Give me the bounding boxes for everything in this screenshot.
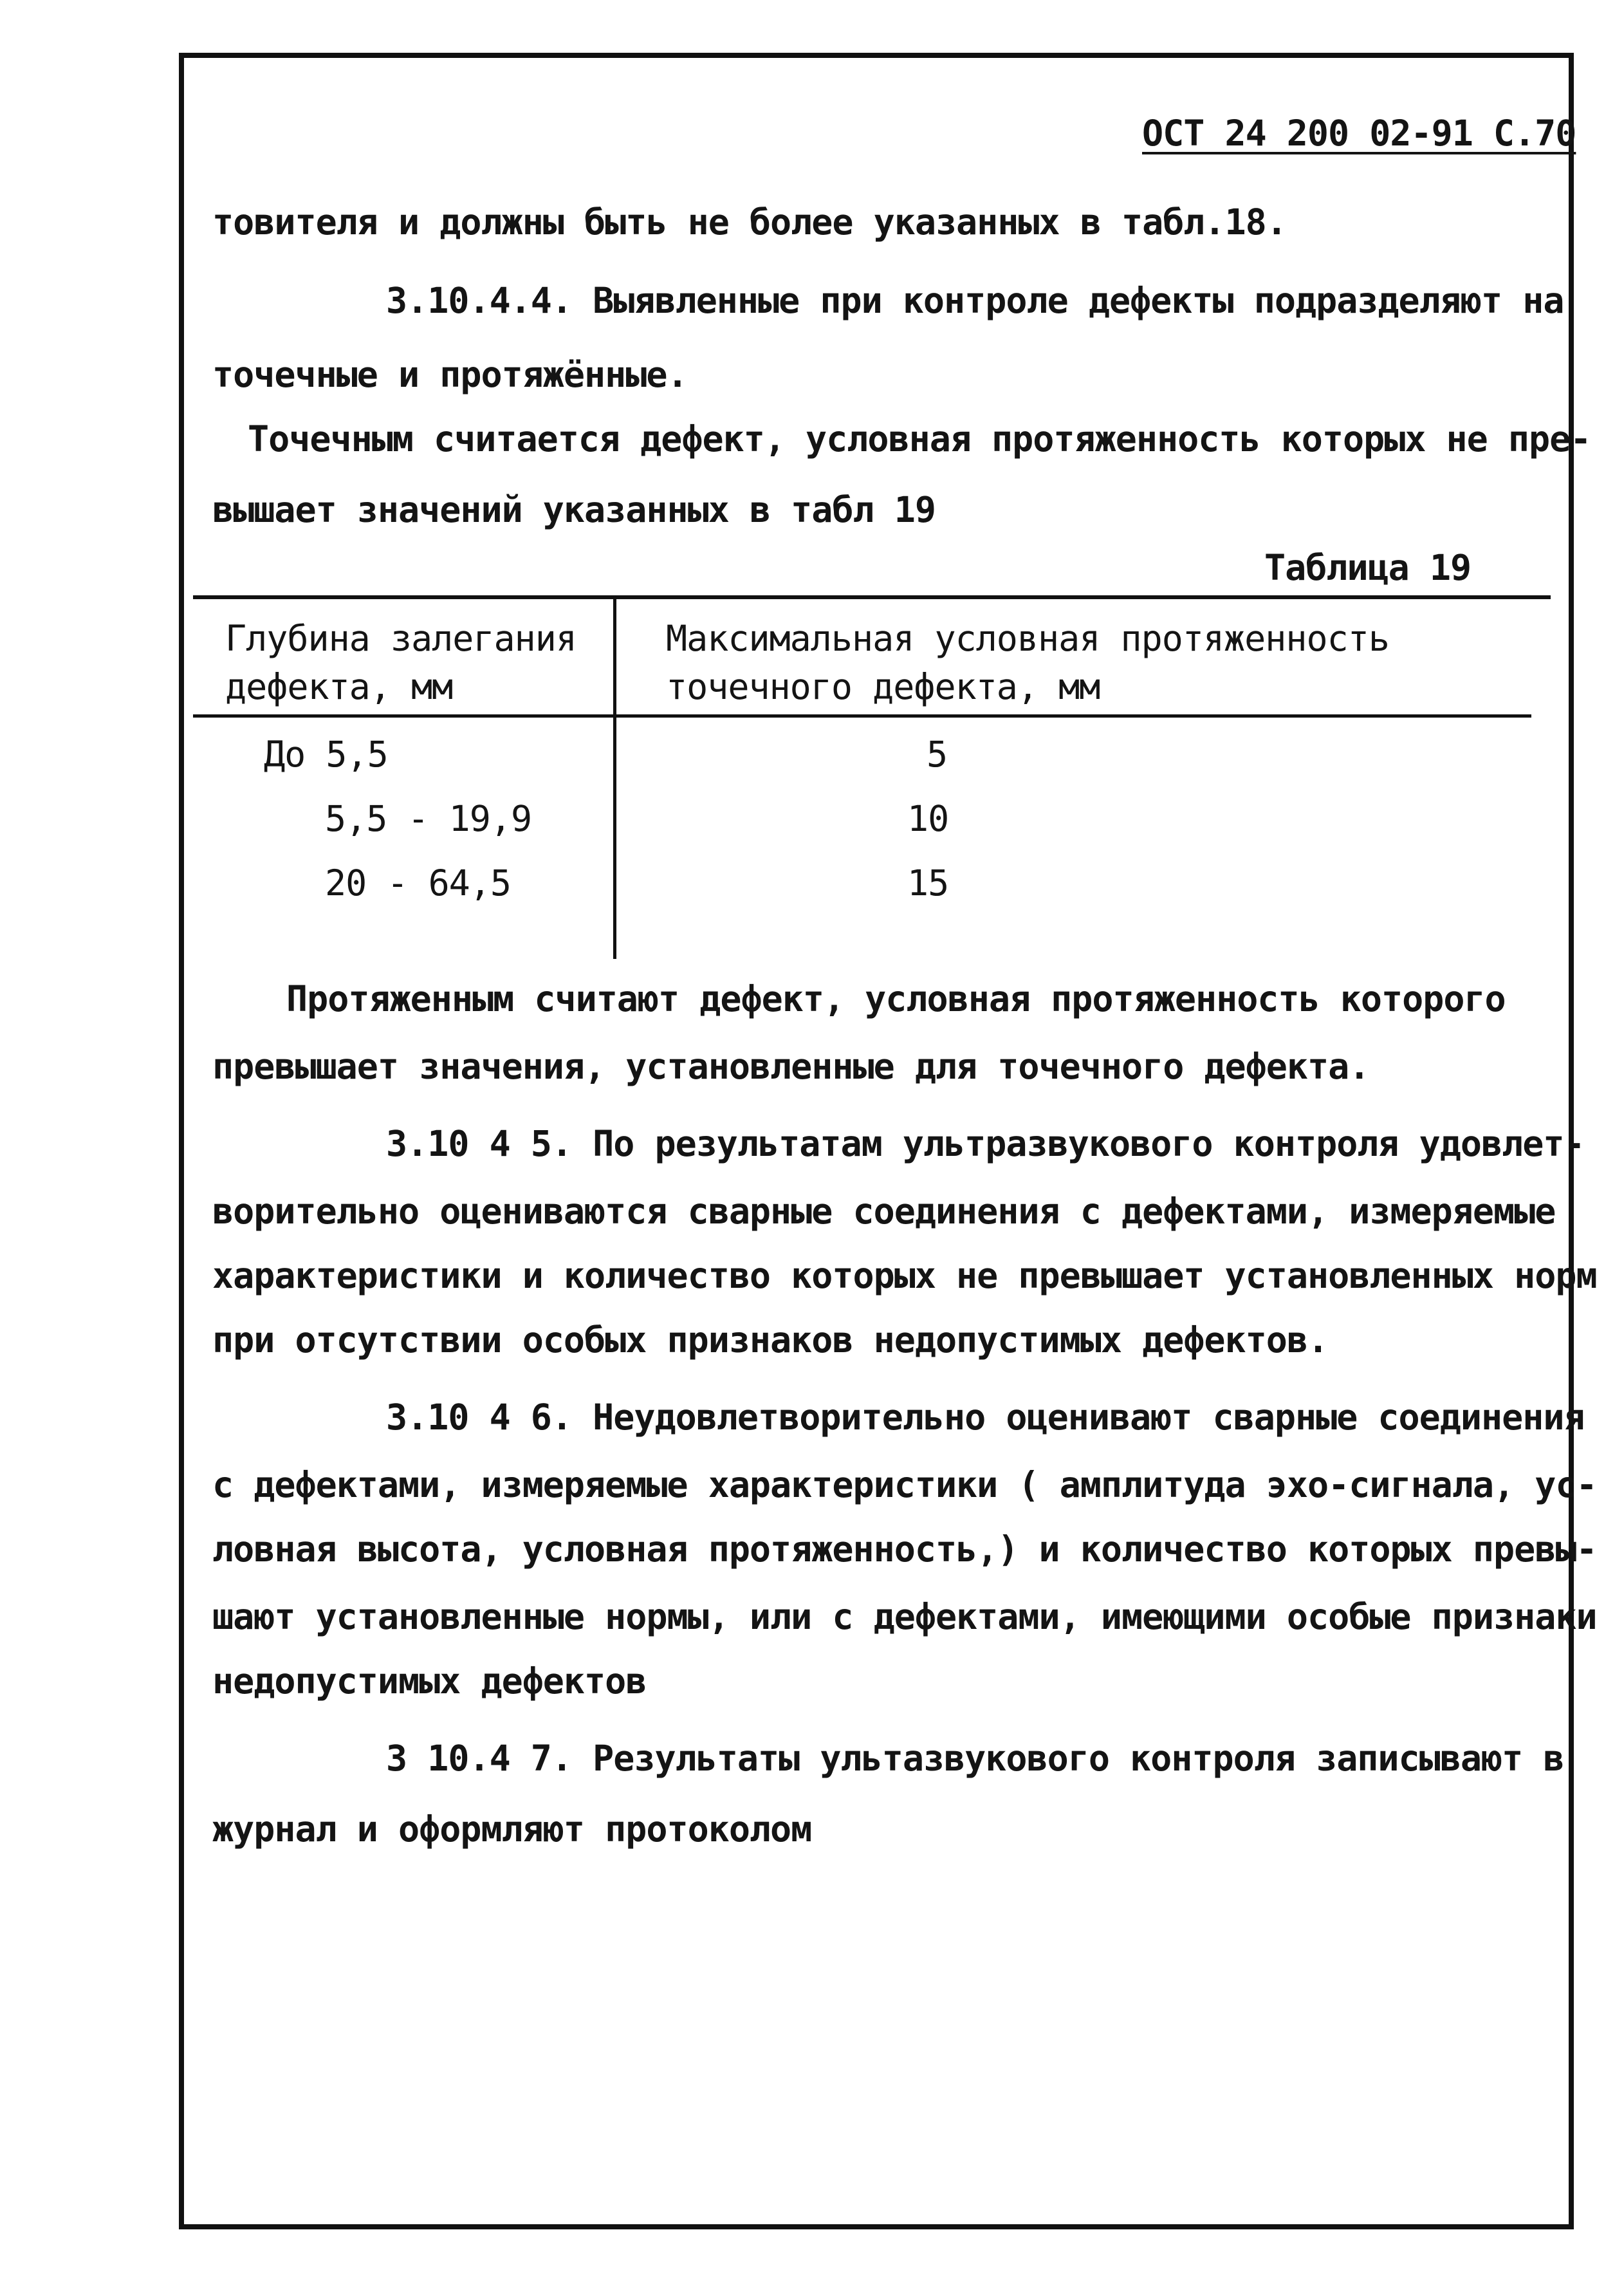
table-column-divider [613,595,616,959]
paragraph-line: характеристики и количество которых не превышает установленных норм [212,1255,1597,1296]
table-cell-length: 15 [907,862,949,904]
table-header-rule [193,714,1531,718]
table-cell-depth: До 5,5 [264,734,388,775]
paragraph-line: журнал и оформляют протоколом [212,1808,812,1850]
table-cell-depth: 5,5 - 19,9 [325,798,532,839]
paragraph-line: ворительно оцениваются сварные соединения с дефектами, измеряемые [212,1191,1556,1232]
table-caption: Таблица 19 [1264,547,1472,588]
table-header-depth: Глубина залегания [225,618,577,659]
paragraph-line: 3.10.4.4. Выявленные при контроле дефекты подразделяют на [386,280,1564,321]
table-cell-depth: 20 - 64,5 [325,862,512,904]
paragraph-line: 3.10 4 6. Неудовлетворительно оценивают сварные соединения [386,1397,1585,1438]
paragraph-line: превышает значения, установленные для точечного дефекта. [212,1046,1370,1087]
paragraph-line: Протяженным считают дефект, условная протяженность которого [286,978,1506,1019]
paragraph-line: точечные и протяжённые. [212,354,688,395]
table-header-depth-unit: дефекта, мм [225,666,453,707]
table-header-length-unit: точечного дефекта, мм [666,666,1100,707]
table-top-rule [193,595,1551,599]
paragraph-line: шают установленные нормы, или с дефектами, имеющими особые признаки [212,1596,1597,1637]
paragraph-line: ловная высота, условная протяженность,) и количество которых превы- [212,1529,1597,1570]
document-code: ОСТ 24 200 02-91 С.70 [1142,113,1576,154]
paragraph-line: с дефектами, измеряемые характеристики ( амплитуда эхо-сигнала, ус- [212,1464,1597,1505]
paragraph-line: недопустимых дефектов [212,1660,647,1702]
paragraph-line: Точечным считается дефект, условная протяженность которых не пре- [248,418,1591,460]
paragraph-line: 3.10 4 5. По результатам ультразвукового контроля удовлет- [386,1123,1585,1164]
paragraph-line: товителя и должны быть не более указанных в табл.18. [212,201,1287,243]
paragraph-line: 3 10.4 7. Результаты ультазвукового контроля записывают в [386,1738,1564,1779]
paragraph-line: при отсутствии особых признаков недопустимых дефектов. [212,1319,1329,1361]
table-header-length: Максимальная условная протяженность [666,618,1389,659]
paragraph-line: вышает значений указанных в табл 19 [212,489,936,530]
table-cell-length: 5 [927,734,948,775]
table-cell-length: 10 [907,798,949,839]
